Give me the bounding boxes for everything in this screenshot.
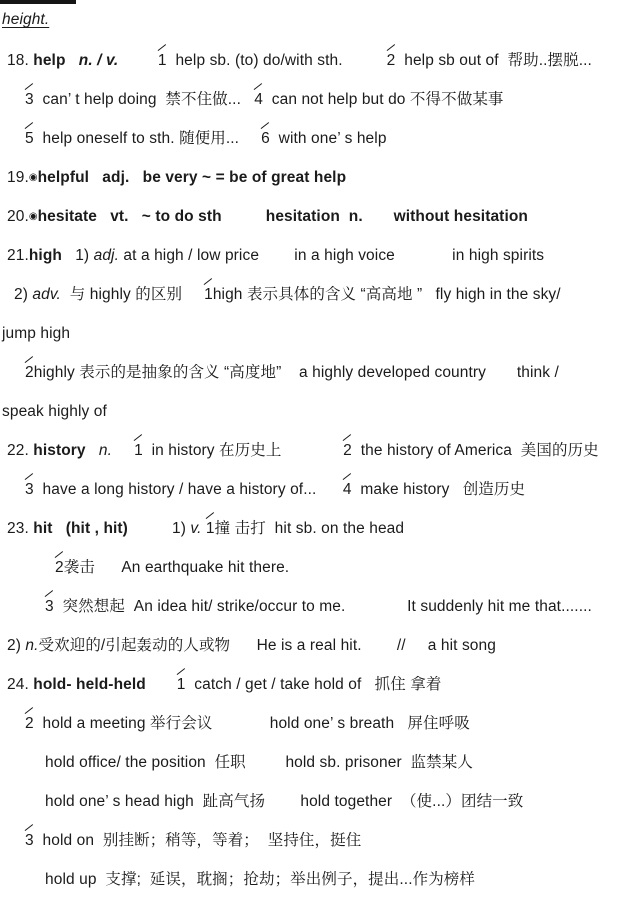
- page-heading: height.: [2, 11, 50, 28]
- text-line: [0, 704, 640, 743]
- text-segment: 受欢迎的/引起轰动的人或物 He is a real hit. // a hit song: [38, 637, 496, 654]
- entry-number: 19.: [7, 169, 29, 186]
- headword-text: hit (hit , hit): [33, 520, 128, 537]
- text-segment: 2): [7, 637, 26, 654]
- pos-label: n.: [98, 442, 113, 459]
- text-segment: can’ t help doing 禁不住做...: [33, 91, 255, 108]
- text-segment: hold on 别挂断；稍等，等着； 坚持住，挺住: [33, 832, 362, 849]
- cutoff-text-artifact: [0, 0, 76, 4]
- text-segment: have a long history / have a history of...: [33, 481, 343, 498]
- item-number-marker: 1: [158, 41, 167, 80]
- text-segment: hold one’ s head high 趾高气扬 hold together （使...）团结一致: [45, 793, 524, 810]
- item-number-marker: 2: [25, 704, 34, 743]
- text-segment: highly 表示的是抽象的含义 “高度地” a highly developed country think /: [33, 364, 559, 381]
- item-number-marker: 3: [45, 587, 54, 626]
- item-number-marker: 1: [206, 509, 215, 548]
- text-segment: catch / get / take hold of 抓住 拿着: [185, 676, 442, 693]
- pos-label: n. / v.: [78, 52, 119, 69]
- text-segment: hold office/ the position 任职 hold sb. prisoner 监禁某人: [45, 754, 473, 771]
- text-line: [0, 587, 640, 626]
- text-segment: [112, 442, 134, 459]
- pos-label: v.: [190, 520, 202, 537]
- text-segment: [86, 442, 99, 459]
- ring-bullet-icon: ◉: [28, 172, 38, 183]
- text-line: [0, 431, 640, 470]
- text-segment: 与 highly 的区别: [60, 286, 205, 303]
- text-segment: make history 创造历史: [351, 481, 526, 498]
- pos-label: adv.: [32, 286, 61, 303]
- item-number-marker: 3: [25, 470, 34, 509]
- text-line: [0, 509, 640, 548]
- item-number-marker: 3: [25, 80, 34, 119]
- item-number-marker: 5: [25, 119, 34, 158]
- entry-number: 23.: [7, 520, 34, 537]
- text-line: [0, 353, 640, 392]
- text-segment: [146, 676, 177, 693]
- headword-text: hesitate vt. ~ to do sth hesitation n. without hesitation: [37, 208, 528, 225]
- text-line: [0, 782, 640, 821]
- item-number-marker: 4: [343, 470, 352, 509]
- item-number-marker: 2: [343, 431, 352, 470]
- item-number-marker: 1: [177, 665, 186, 704]
- text-line: [0, 470, 640, 509]
- text-segment: 撞 击打 hit sb. on the head: [214, 520, 405, 537]
- text-segment: high 表示具体的含义 “高高地 ” fly high in the sky/: [212, 286, 561, 303]
- text-segment: hold a meeting 举行会议 hold one’ s breath 屏住呼吸: [33, 715, 470, 732]
- heading-line: [0, 3, 640, 36]
- text-segment: hold up 支撑; 延误，耽搁；抢劫；举出例子，提出...作为榜样: [45, 871, 476, 888]
- text-line: [0, 236, 640, 275]
- text-segment: at a high / low price in a high voice in high spirits: [119, 247, 545, 264]
- item-number-marker: 2: [55, 548, 64, 587]
- document-body: [0, 3, 640, 899]
- text-line: [0, 119, 640, 158]
- text-segment: help sb. (to) do/with sth.: [166, 52, 387, 69]
- text-line: [0, 314, 640, 353]
- text-line: [0, 197, 640, 236]
- text-segment: with one’ s help: [269, 130, 387, 147]
- item-number-marker: 1: [134, 431, 143, 470]
- item-number-marker: 2: [387, 41, 396, 80]
- text-line: [0, 743, 640, 782]
- entry-number: 18.: [7, 52, 34, 69]
- entry-number: 21.: [7, 247, 29, 264]
- text-line: [0, 821, 640, 860]
- item-number-marker: 3: [25, 821, 34, 860]
- text-segment: help oneself to sth. 随便用...: [33, 130, 262, 147]
- text-segment: help sb out of 帮助..摆脱...: [395, 52, 592, 69]
- text-line: [0, 41, 640, 80]
- text-line: [0, 80, 640, 119]
- text-segment: 2): [14, 286, 33, 303]
- text-segment: 袭击 An earthquake hit there.: [63, 559, 290, 576]
- entry-number: 24.: [7, 676, 34, 693]
- text-line: [0, 275, 640, 314]
- entry-number: 22.: [7, 442, 34, 459]
- text-segment: can not help but do 不得不做某事: [262, 91, 504, 108]
- item-number-marker: 6: [261, 119, 270, 158]
- pos-label: n.: [25, 637, 39, 654]
- text-line: [0, 548, 640, 587]
- text-segment: [118, 52, 158, 69]
- text-segment: jump high: [2, 325, 71, 342]
- item-number-marker: 2: [25, 353, 34, 392]
- text-segment: in history 在历史上: [142, 442, 344, 459]
- headword-text: history: [33, 442, 86, 459]
- text-line: [0, 392, 640, 431]
- text-line: [0, 860, 640, 899]
- headword-text: hold- held-held: [33, 676, 146, 693]
- item-number-marker: 1: [204, 275, 213, 314]
- pos-label: adj.: [93, 247, 119, 264]
- text-segment: [66, 52, 79, 69]
- text-line: [0, 665, 640, 704]
- entry-number: 20.: [7, 208, 29, 225]
- text-line: [0, 626, 640, 665]
- text-line: [0, 158, 640, 197]
- text-segment: 1): [61, 247, 94, 264]
- headword-text: high: [28, 247, 62, 264]
- headword-text: help: [33, 52, 66, 69]
- text-segment: 1): [127, 520, 191, 537]
- text-segment: 突然想起 An idea hit/ strike/occur to me. It suddenly hit me that.......: [53, 598, 592, 615]
- item-number-marker: 4: [254, 80, 263, 119]
- headword-text: helpful adj. be very ~ = be of great help: [37, 169, 347, 186]
- ring-bullet-icon: ◉: [28, 211, 38, 222]
- text-segment: the history of America 美国的历史: [351, 442, 599, 459]
- text-segment: speak highly of: [2, 403, 107, 420]
